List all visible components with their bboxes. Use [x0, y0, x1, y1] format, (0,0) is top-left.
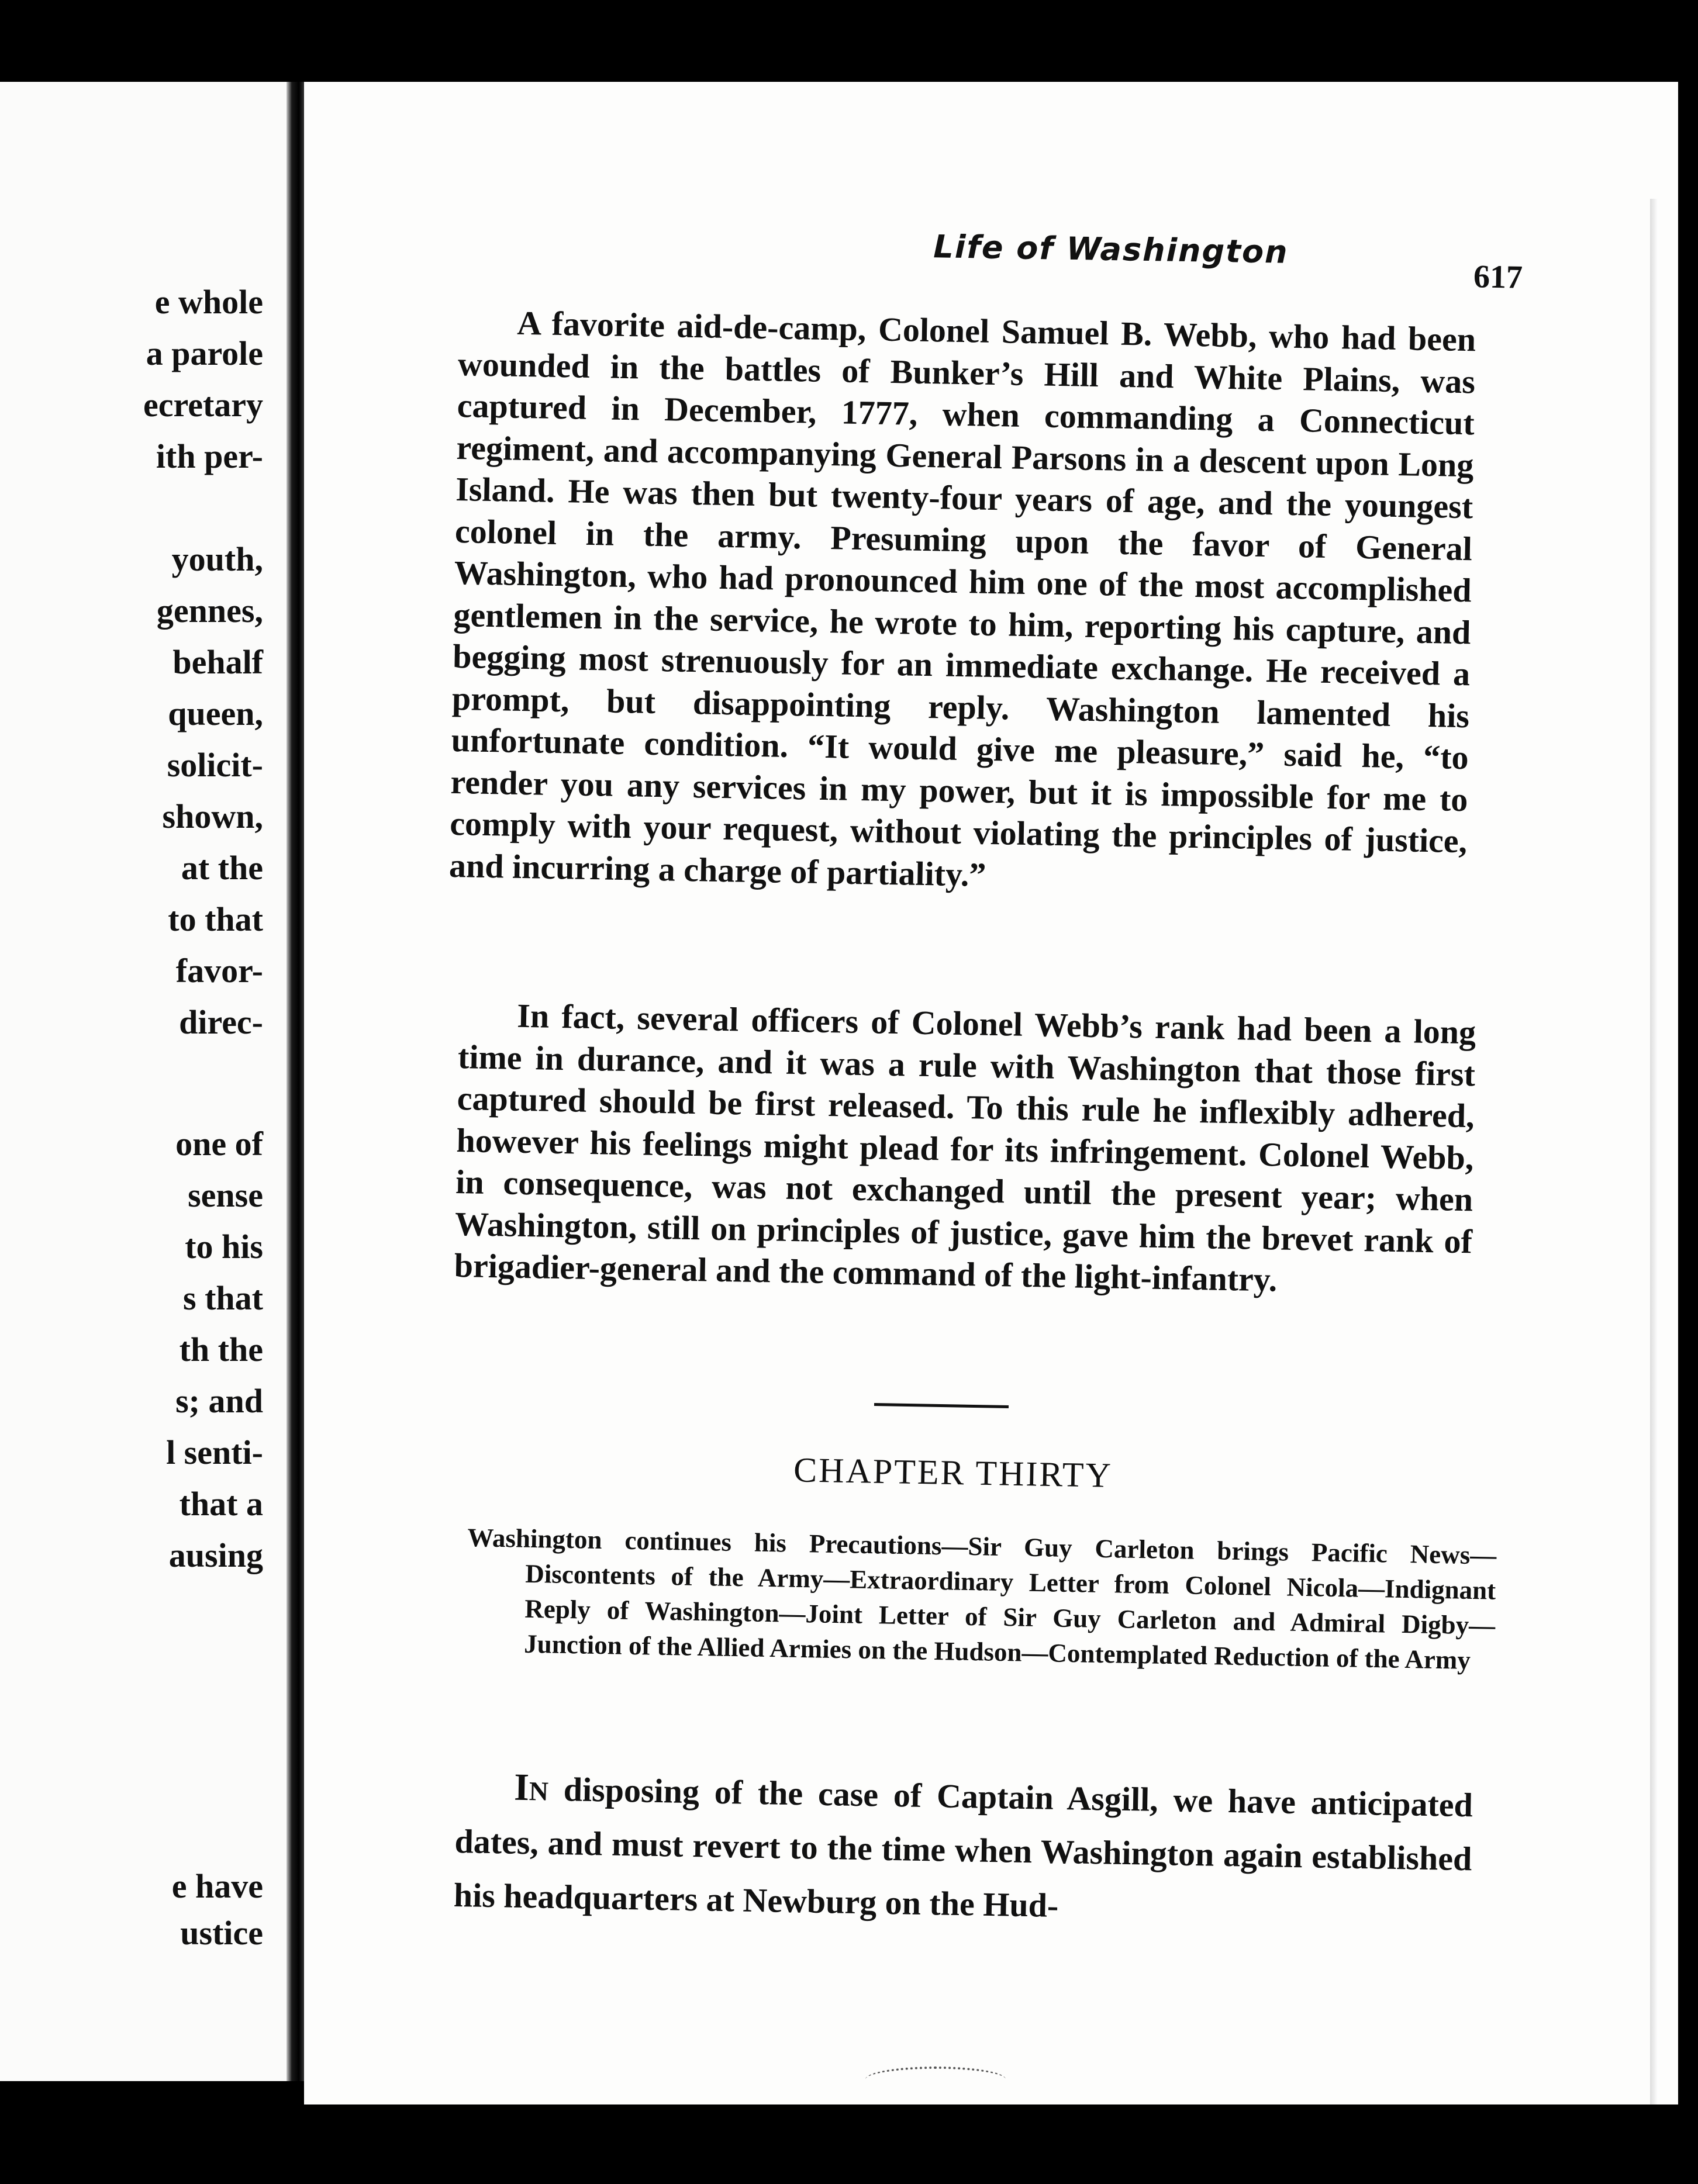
- left-page-line: s; and: [175, 1382, 263, 1420]
- left-page-line: s that: [183, 1279, 263, 1317]
- left-page-line: e have: [171, 1867, 263, 1905]
- left-page-line: ustice: [180, 1914, 263, 1952]
- paragraph-text: In fact, several officers of Colonel Webb’s rank had been a long time in durance, and it was a rule with Washington that those first captured should be first released. To this rule he inflexibly adhered, however his feelings might plead for its infringement. Colonel Webb, in consequence, was not exchanged until the present year; when Washington, still on principles of justice, gave him the brevet rank of brigadier-general and the command of the light-infantry.: [454, 996, 1476, 1299]
- left-page-line: ith per-: [156, 437, 263, 475]
- page-edge: [1650, 199, 1658, 2104]
- left-page-line: to that: [168, 900, 263, 938]
- page-bottom-smudge: [865, 2066, 1006, 2092]
- left-page-line: sense: [188, 1176, 263, 1214]
- book-spine-gutter: [287, 82, 304, 2081]
- paragraph-text: disposing of the case of Captain Asgill, we have anticipated dates, and must revert to the time when Washington again established his headquarters at Newburg on the Hud-: [453, 1770, 1473, 1925]
- running-head: Life of Washington: [933, 228, 1289, 271]
- left-page-line: behalf: [172, 643, 263, 681]
- section-divider-rule: [874, 1403, 1009, 1408]
- left-page-line: a parole: [146, 334, 263, 372]
- left-page-line: solicit-: [167, 746, 263, 784]
- left-page-line: direc-: [179, 1003, 263, 1041]
- right-page: [304, 82, 1678, 2104]
- page-number: 617: [1473, 258, 1523, 296]
- chapter-title: CHAPTER THIRTY: [793, 1450, 1113, 1495]
- left-page-line: e whole: [154, 283, 263, 321]
- left-page-line: ecretary: [143, 386, 263, 424]
- left-page-line: queen,: [168, 694, 263, 732]
- left-page-line: that a: [179, 1485, 263, 1523]
- paragraph-text: A favorite aid-de-camp, Colonel Samuel B. Webb, who had been wounded in the battles of Bunker’s Hill and White Plains, was captured in December, 1777, when commanding a Connecticut regiment, and accompanying General Parsons in a descent upon Long Island. He was then but twenty-four years of age, and the youngest colonel in the army. Presuming upon the favor of General Washington, who had pronounced him one of the most accomplished gentlemen in the service, he wrote to him, reporting his capture, and begging most strenuously for an immediate exchange. He received a prompt, but disappointing reply. Washington lamented his unfortunate condition. “It would give me pleasure,” said he, “to render you any services in my power, but it is impossible for me to comply with your request, without violating the principles of justice, and incurring a charge of partiality.”: [448, 303, 1476, 894]
- left-page-line: gennes,: [156, 592, 263, 630]
- small-caps-lead-word: In: [513, 1765, 549, 1809]
- body-paragraph-1: [449, 301, 1476, 904]
- body-paragraph-2: [454, 994, 1476, 1304]
- body-paragraph-3: [453, 1760, 1473, 1940]
- left-page-line: l senti-: [166, 1433, 263, 1471]
- left-page-line: shown,: [162, 797, 263, 835]
- left-page-line: favor-: [175, 952, 263, 990]
- left-facing-page: [0, 82, 287, 2081]
- left-page-line: th the: [179, 1331, 263, 1369]
- left-page-line: at the: [181, 849, 263, 887]
- chapter-synopsis: Washington continues his Precautions—Sir Guy Carleton brings Pacific News—Discontents of the Army—Extraordinary Letter from Colonel Nicola—Indignant Reply of Washington—Joint Letter of Sir Guy Carleton and Admiral Digby—Junction of the Allied Armies on the Hudson—Contemplated Reduction of the Army: [467, 1522, 1497, 1675]
- left-page-line: ausing: [168, 1536, 263, 1574]
- left-page-line: one of: [175, 1125, 263, 1163]
- left-page-line: youth,: [171, 540, 263, 578]
- left-page-line: to his: [185, 1228, 263, 1266]
